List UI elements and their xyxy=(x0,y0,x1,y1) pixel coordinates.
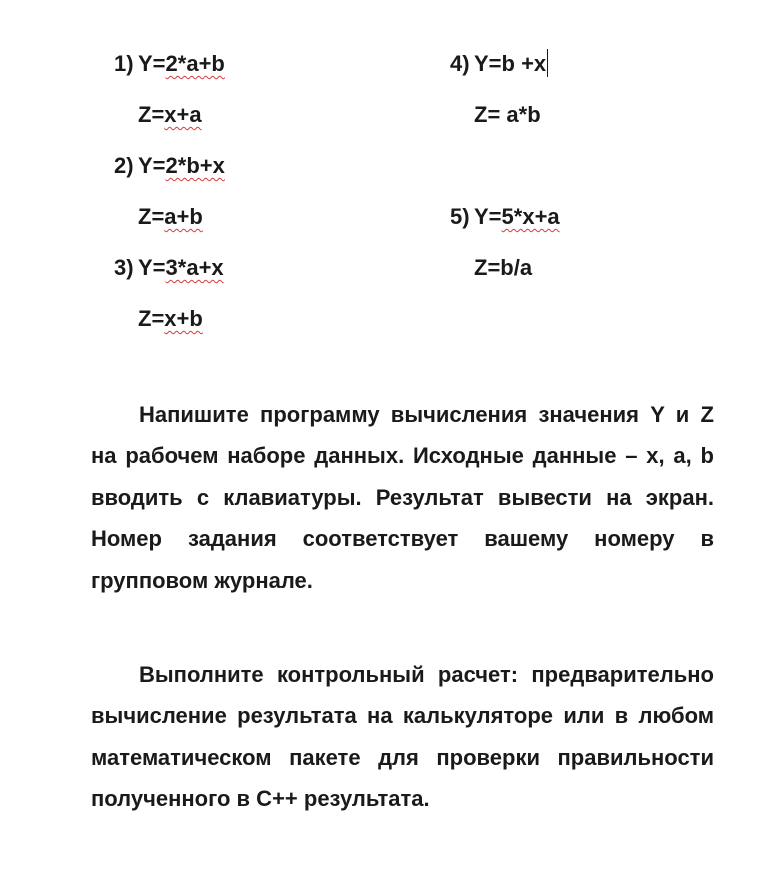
task-1-z xyxy=(114,89,225,140)
task-4-y xyxy=(450,38,560,89)
task-column-right xyxy=(450,38,560,293)
y-expression: 2*b+x xyxy=(165,153,225,178)
task-number: 3) xyxy=(114,255,134,280)
text-cursor xyxy=(547,49,548,77)
task-number: 2) xyxy=(114,153,134,178)
task-5-y xyxy=(450,191,560,242)
z-expression: x+b xyxy=(164,306,203,331)
z-expression: b/a xyxy=(500,255,533,280)
blank-line xyxy=(450,140,560,191)
y-expression: 2*a+b xyxy=(165,51,225,76)
task-3-z xyxy=(114,293,225,344)
z-label: Z= xyxy=(474,255,501,280)
task-number: 5) xyxy=(450,204,470,229)
y-label: Y= xyxy=(138,255,166,280)
z-expression: a+b xyxy=(164,204,203,229)
task-3-y xyxy=(114,242,225,293)
y-label: Y= xyxy=(138,153,166,178)
task-number: 4) xyxy=(450,51,470,76)
task-1-y xyxy=(114,38,225,89)
z-label: Z= xyxy=(138,306,165,331)
y-expression: 3*a+x xyxy=(165,255,224,280)
task-2-z xyxy=(114,191,225,242)
y-label: Y= xyxy=(474,204,502,229)
verification-paragraph: Выполните контрольный расчет: предварительно вычисление результата на калькуляторе или в любом математическом пакете для проверки правильности полученного в С++ результата. xyxy=(91,662,714,812)
task-4-z xyxy=(450,89,560,140)
z-expression: x+a xyxy=(164,102,202,127)
z-label: Z= xyxy=(138,204,165,229)
task-2-y xyxy=(114,140,225,191)
task-5-z xyxy=(450,242,560,293)
task-column-left xyxy=(114,38,225,344)
y-label: Y= xyxy=(138,51,166,76)
y-expression: b +x xyxy=(501,51,547,76)
y-expression: 5*x+a xyxy=(501,204,560,229)
task-number: 1) xyxy=(114,51,134,76)
z-expression: a*b xyxy=(500,102,541,127)
z-label: Z= xyxy=(138,102,165,127)
z-label: Z= xyxy=(474,102,501,127)
y-label: Y= xyxy=(474,51,502,76)
instruction-paragraph: Напишите программу вычисления значения Y и Z на рабочем наборе данных. Исходные данные – x, a, b вводить с клавиатуры. Результат вывести на экран. Номер задания соответствует вашему номеру в групповом журнале. xyxy=(91,402,714,593)
